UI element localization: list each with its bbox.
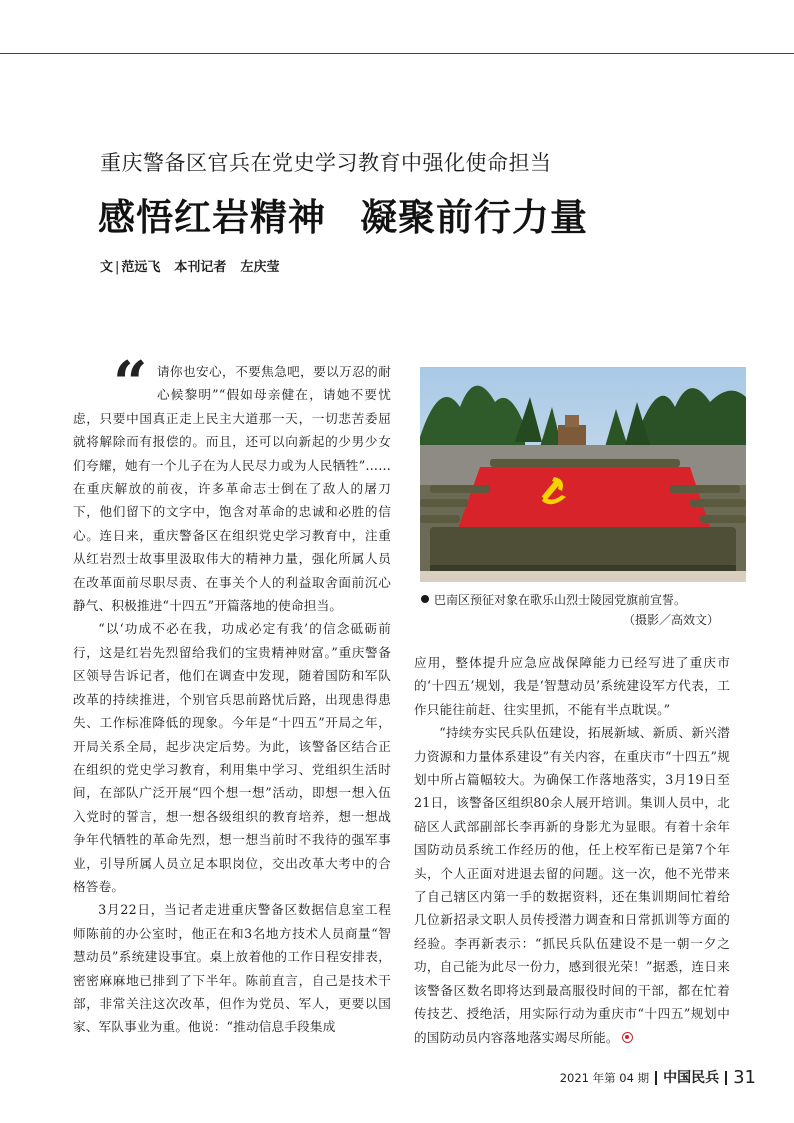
party-flag-emblem-photo [420,367,746,582]
caption-text: 巴南区预征对象在歌乐山烈士陵园党旗前宣誓。 [434,593,687,607]
byline [100,256,279,275]
body-paragraph: 3月22日，当记者走进重庆警备区数据信息室工程师陈前的办公室时，他正在和3名地方技术人员商量“智慧动员”系统建设事宜。桌上放着他的工作日程安排表，密密麻麻地已排到了下半年。陈前直言，自己是技术干部，非常关注这次改革，但作为党员、军人，更要以国家、军队事业为重。他说：“推动信息手段集成 [73,902,391,1035]
page-footer [560,1067,756,1088]
issue-label: 2021 年第 04 期 [559,1071,650,1085]
body-paragraph: 应用，整体提升应急应战保障能力已经写进了重庆市的‘十四五’规划，我是‘智慧动员’系统建设军方代表，工作只能往前赶、往实里抓，不能有半点耽误。” [414,655,730,717]
magazine-end-mark-icon [622,1032,633,1043]
top-rule [0,53,794,54]
left-column [73,354,391,1039]
byline-author-2: 左庆莹 [240,260,280,275]
headline-part-1: 感悟红岩精神 [98,196,326,239]
right-column [414,651,730,1049]
footer-divider [655,1071,657,1085]
byline-author: 范远飞 [121,260,161,275]
photo-caption [421,590,743,630]
photo-credit: （摄影／高效文） [622,613,719,627]
article-headline [98,187,588,241]
body-paragraph-text: “持续夯实民兵队伍建设，拓展新域、新质、新兴潜力资源和力量体系建设”有关内容，在重庆市“十四五”规划中所占篇幅较大。为确保工作落地落实，3月19日至21日，该警备区组织80余人展开培训。集训人员中，北碚区人武部副部长李再新的身影尤为显眼。有着十余年国防动员系统工作经历的他，任上校军衔已是第7个年头，个人正面对进退去留的问题。这一次，他不光带来了自己辖区内第一手的数据资料，还在集训期间忙着给几位新招录文职人员传授潜力调查和日常抓训等方面的经验。李再新表示：“抓民兵队伍建设不是一朝一夕之功，自己能为此尽一份力，感到很光荣！”据悉，连日来该警备区数名即将达到最高服役时间的干部，都在忙着传技艺、授绝活，用实际行动为重庆市“十四五”规划中的国防动员内容落地落实竭尽所能。 [414,725,730,1045]
body-paragraph: “以‘功成不必在我，功成必定有我’的信念砥砺前行，这是红岩先烈留给我们的宝贵精神财富。”重庆警备区领导告诉记者，他们在调查中发现，随着国防和军队改革的持续推进，个别官兵思前路忧后路，出现患得患失、工作标准降低的现象。今年是“十四五”开局之年，开局关系全局，起步决定后势。为此，该警备区结合正在组织的党史学习教育，利用集中学习、党组织生活时间，在部队广泛开展“四个想一想”活动，即想一想入伍入党时的誓言，想一想各级组织的教育培养，想一想战争年代牺牲的革命先烈，想一想当前时不我待的强军事业，引导所属人员立足本职岗位，交出改革大考中的合格答卷。 [73,621,391,894]
article-subtitle: 重庆警备区官兵在党史学习教育中强化使命担当 [100,151,552,175]
body-paragraph: 请你也安心，不要焦急吧，要以万忍的耐心候黎明”“假如母亲健在，请她不要忧虑，只要中国真正走上民主大道那一天，一切悲苦委屈就将解除而有报偿的。而且，还可以向新起的少男少女们夸耀，她有一个儿子在为人民尽力或为人民牺牲”……在重庆解放的前夜，许多革命志士倒在了敌人的屠刀下，他们留下的文字中，饱含对革命的忠诚和必胜的信心。连日来，重庆警备区在组织党史学习教育中，注重从红岩烈士故事里汲取伟大的精神力量，强化所属人员在改革面前尽职尽责、在事关个人的利益取舍面前沉心静气、积极推进“十四五”开篇落地的使命担当。 [73,364,391,614]
caption-bullet-icon [421,595,429,603]
body-paragraph [414,721,730,1049]
article-photo [420,367,746,582]
open-quote-mark: “ [113,354,148,392]
byline-separator: | [115,260,120,275]
headline-part-2: 凝聚前行力量 [360,196,588,239]
page-number: 31 [733,1067,756,1088]
magazine-name: 中国民兵 [663,1070,720,1086]
footer-divider [725,1071,727,1085]
byline-prefix: 文 [100,260,114,275]
byline-role: 本刊记者 [174,260,227,275]
